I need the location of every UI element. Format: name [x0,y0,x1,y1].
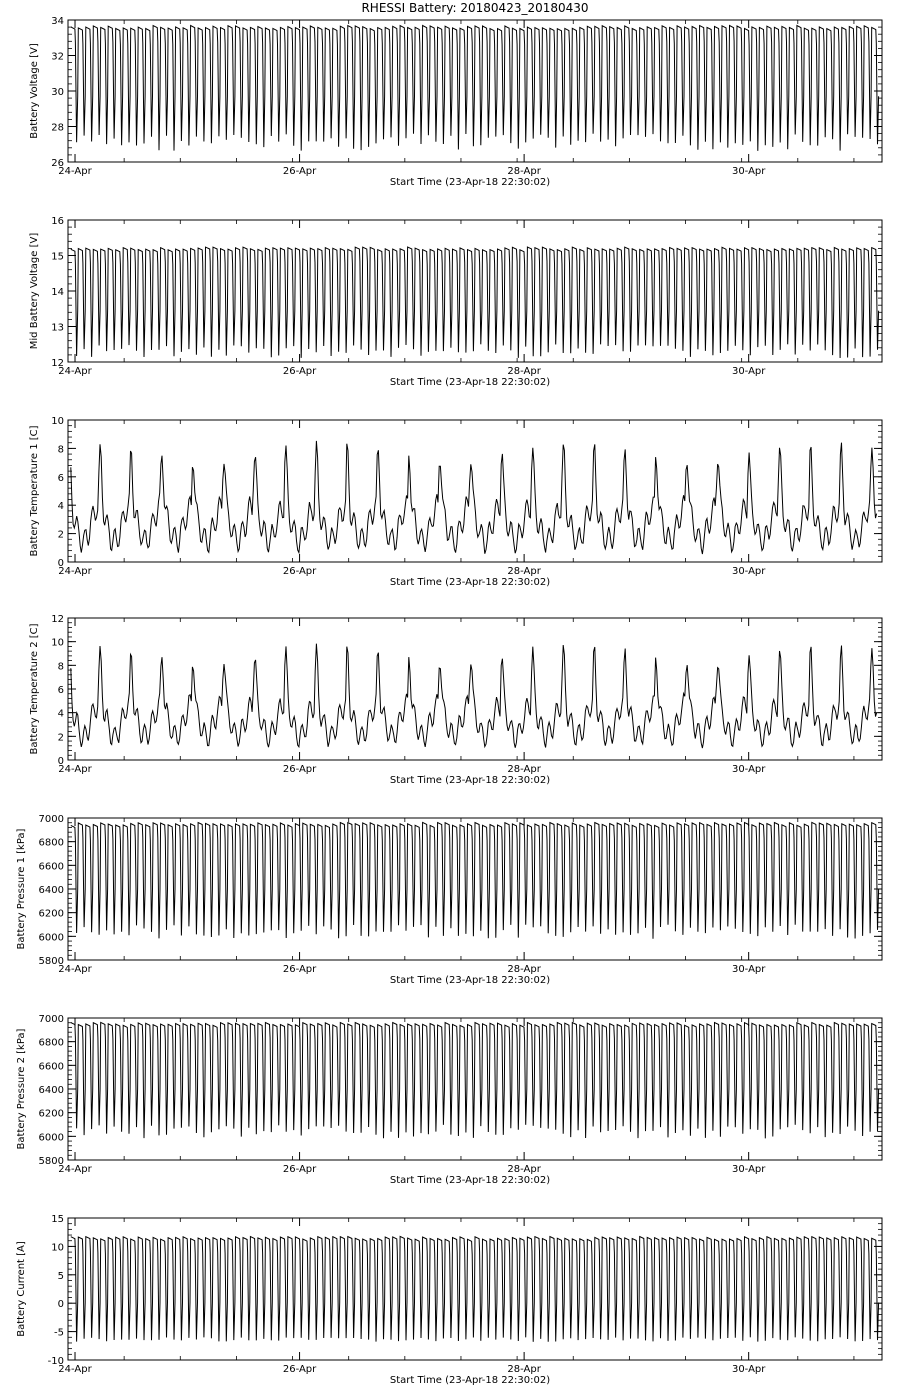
y-axis-label: Battery Current [A] [16,1241,27,1337]
panels [16,16,882,1386]
y-axis-label: Battery Voltage [V] [29,43,40,139]
plot-frame [68,420,882,562]
x-tick-label: 28-Apr [507,166,541,177]
panel-5 [16,814,882,986]
panel-3 [29,416,882,588]
y-tick-label: 6200 [38,1108,64,1120]
y-tick-label: 6400 [38,1085,64,1096]
x-axis-label: Start Time (23-Apr-18 22:30:02) [389,1175,551,1186]
y-tick-label: 6800 [38,1037,64,1049]
figure-title: RHESSI Battery: 20180423_20180430 [361,1,589,15]
x-tick-label: 30-Apr [731,1364,766,1375]
x-tick-label: 24-Apr [58,964,92,975]
y-tick-label: 6400 [38,885,64,896]
y-tick-label: 6600 [38,861,64,873]
y-tick-label: 0 [57,558,64,569]
x-axis-label: Start Time (23-Apr-18 22:30:02) [389,775,551,786]
x-tick-label: 26-Apr [282,566,317,577]
y-tick-label: 14 [51,287,64,298]
x-tick-label: 28-Apr [507,366,541,377]
x-tick-label: 30-Apr [731,1164,766,1175]
x-tick-label: 26-Apr [282,166,317,177]
x-tick-label: 30-Apr [731,166,766,177]
panel-1 [29,16,882,188]
y-axis-label: Battery Pressure 1 [kPa] [16,828,27,950]
plot-frame [68,618,882,760]
y-tick-label: 15 [51,1214,64,1225]
y-tick-label: 13 [51,322,64,334]
y-tick-label: 32 [51,51,64,63]
x-tick-label: 26-Apr [282,1164,317,1175]
y-tick-label: 28 [51,122,64,134]
x-axis-label: Start Time (23-Apr-18 22:30:02) [389,177,551,188]
x-tick-label: 28-Apr [507,566,541,577]
y-tick-label: 7000 [38,814,64,825]
y-tick-label: 2 [57,529,64,541]
y-tick-label: 6 [57,685,64,696]
series-line [71,1022,879,1138]
x-tick-label: 28-Apr [507,764,541,775]
y-tick-label: 4 [57,501,64,513]
y-axis-label: Battery Temperature 1 [C] [29,425,40,557]
y-tick-label: 10 [51,637,64,649]
x-tick-label: 24-Apr [58,166,92,177]
y-tick-label: 15 [51,251,64,263]
series-line [71,644,877,748]
x-axis-label: Start Time (23-Apr-18 22:30:02) [389,377,551,388]
x-tick-label: 30-Apr [731,764,766,775]
y-tick-label: 16 [51,216,64,227]
y-tick-label: 2 [57,732,64,744]
series-line [71,822,879,938]
x-axis-label: Start Time (23-Apr-18 22:30:02) [389,975,551,986]
y-tick-label: 6200 [38,908,64,920]
y-tick-label: 6 [57,472,64,484]
x-tick-label: 26-Apr [282,1364,317,1375]
y-axis-label: Battery Pressure 2 [kPa] [16,1028,27,1150]
x-tick-label: 30-Apr [731,566,766,577]
y-tick-label: 5800 [38,956,64,967]
y-tick-label: 8 [57,444,64,456]
y-tick-label: -10 [47,1356,64,1367]
x-tick-label: 24-Apr [58,566,92,577]
x-tick-label: 24-Apr [58,1164,92,1175]
panel-7 [16,1214,882,1386]
x-tick-label: 26-Apr [282,366,317,377]
x-tick-label: 24-Apr [58,366,92,377]
y-tick-label: 6600 [38,1061,64,1073]
x-tick-label: 24-Apr [58,764,92,775]
panel-6 [16,1014,882,1186]
y-tick-label: 5800 [38,1156,64,1167]
x-tick-label: 30-Apr [731,964,766,975]
x-tick-label: 28-Apr [507,964,541,975]
y-tick-label: 0 [57,1299,64,1311]
y-axis-label: Mid Battery Voltage [V] [29,232,40,350]
panel-4 [29,614,882,786]
x-tick-label: 24-Apr [58,1364,92,1375]
y-tick-label: 5 [57,1270,64,1282]
panel-2 [29,216,882,388]
y-axis-label: Battery Temperature 2 [C] [29,623,40,755]
y-tick-label: -5 [54,1327,64,1339]
series-line [71,1236,879,1341]
x-tick-label: 30-Apr [731,366,766,377]
y-tick-label: 6000 [38,932,64,944]
series-line [71,247,879,358]
y-tick-label: 6000 [38,1132,64,1144]
x-tick-label: 26-Apr [282,964,317,975]
x-tick-label: 28-Apr [507,1364,541,1375]
y-tick-label: 8 [57,661,64,673]
series-line [71,26,879,151]
series-line [71,441,877,554]
y-tick-label: 26 [51,158,64,169]
y-tick-label: 0 [57,756,64,767]
y-tick-label: 6800 [38,837,64,849]
x-tick-label: 26-Apr [282,764,317,775]
x-axis-label: Start Time (23-Apr-18 22:30:02) [389,1375,551,1386]
y-tick-label: 30 [51,87,64,98]
y-tick-label: 7000 [38,1014,64,1025]
x-tick-label: 28-Apr [507,1164,541,1175]
y-tick-label: 10 [51,1242,64,1254]
x-axis-label: Start Time (23-Apr-18 22:30:02) [389,577,551,588]
y-tick-label: 34 [51,16,64,27]
y-tick-label: 10 [51,416,64,427]
y-tick-label: 4 [57,708,64,720]
y-tick-label: 12 [51,358,64,369]
y-tick-label: 12 [51,614,64,625]
